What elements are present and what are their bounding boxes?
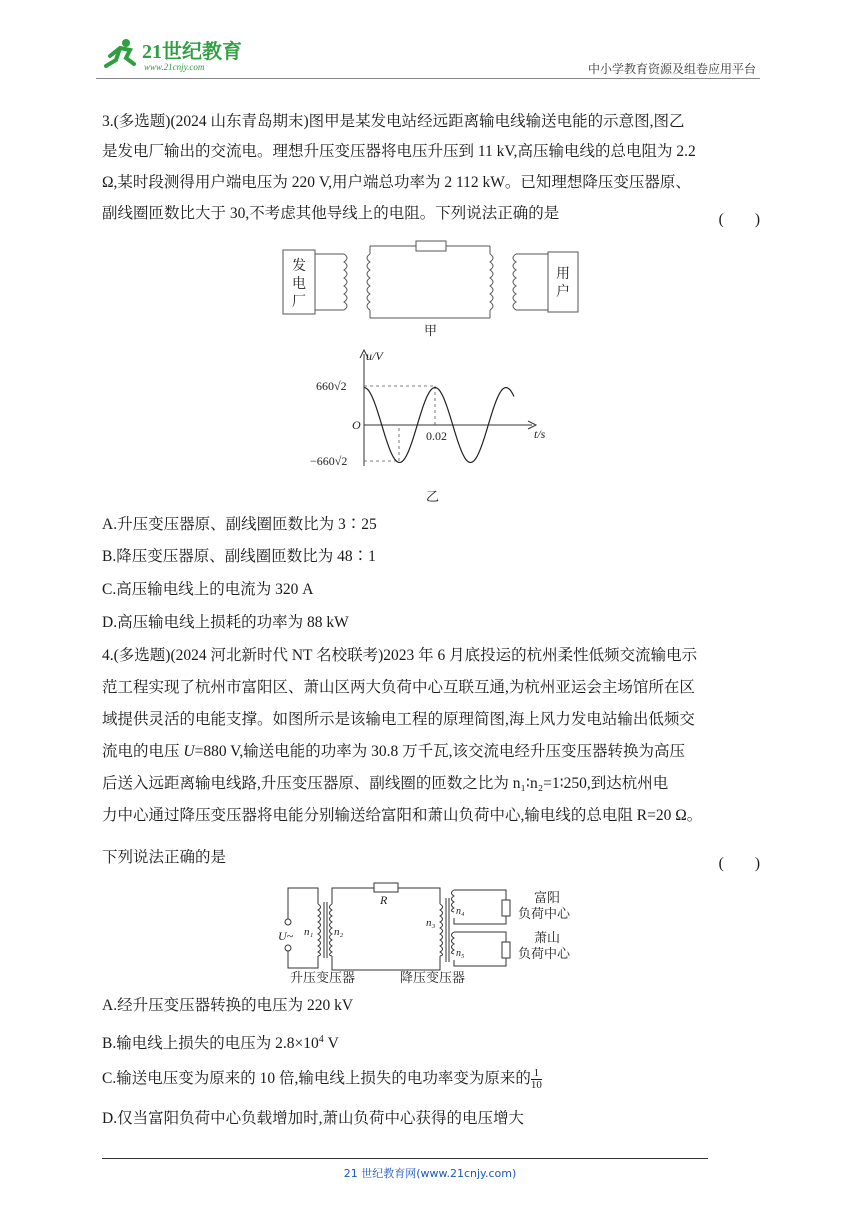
plant-label-2: 电: [292, 277, 306, 292]
n3-label: n₃: [426, 917, 436, 929]
footer-divider: [102, 1158, 708, 1159]
q3-option-d: D.高压输电线上损耗的功率为 88 kW: [102, 614, 349, 631]
user-label-2: 户: [556, 285, 570, 300]
resistor-label: R: [380, 893, 388, 907]
n1-label: n₁: [304, 926, 314, 938]
logo-text: 21世纪教育: [142, 41, 242, 63]
q3-answer-paren: ( ): [718, 211, 760, 228]
q4-option-a: A.经升压变压器转换的电压为 220 kV: [102, 997, 354, 1014]
q4-line-3: 域提供灵活的电能支撑。如图所示是该输电工程的原理简图,海上风力发电站输出低频交: [102, 711, 695, 728]
origin-label: O: [352, 418, 361, 432]
q3-line-2: 是发电厂输出的交流电。理想升压变压器将电压升压到 11 kV,高压输电线的总电阻为 2.2: [102, 143, 696, 160]
q4-line-7: 下列说法正确的是: [102, 849, 227, 866]
q3-line-3: Ω,某时段测得用户端电压为 220 V,用户端总功率为 2 112 kW。已知理想降压变压器原、: [102, 174, 691, 191]
plant-label-1: 发: [292, 259, 306, 274]
x-tick-label: 0.02: [426, 429, 447, 443]
load2-line2: 负荷中心: [518, 946, 571, 961]
q3-option-b: B.降压变压器原、副线圈匝数比为 48∶1: [102, 548, 376, 565]
x-axis-label: t/s: [534, 427, 546, 441]
n4-label: n₄: [456, 906, 465, 917]
footer-link[interactable]: 21 世纪教育网(www.21cnjy.com): [343, 1167, 517, 1180]
logo-url: www.21cnjy.com: [144, 62, 205, 72]
q3-line-4: 副线圈匝数比大于 30,不考虑其他导线上的电阻。下列说法正确的是: [102, 205, 560, 222]
header-divider: [96, 78, 760, 79]
load1-line1: 富阳: [534, 890, 561, 905]
q4-option-d: D.仅当富阳负荷中心负载增加时,萧山负荷中心获得的电压增大: [102, 1110, 524, 1127]
n5-label: n₅: [456, 948, 465, 959]
q4-option-b: B.输电线上损失的电压为 $2.8\times 10^4$ V: [102, 1034, 339, 1053]
step-down-label: 降压变压器: [400, 970, 466, 984]
y-axis-label: u/V: [366, 349, 383, 363]
q4-line-6: 力中心通过降压变压器将电能分别输送给富阳和萧山负荷中心,输电线的总电阻 R=20 Ω。: [102, 807, 703, 824]
q3-line-1: 3.(多选题)(2024 山东青岛期末)图甲是某发电站经远距离输电线输送电能的示意图,图乙: [102, 113, 685, 130]
plant-label-3: 厂: [292, 295, 306, 310]
user-label-1: 用: [556, 267, 570, 282]
runner-icon: [106, 39, 134, 66]
figure-caption-jia: 甲: [424, 323, 438, 338]
q4-option-c: C.输送电压变为原来的 10 倍,输电线上损失的电功率变为原来的 $\frac{1}{10}$: [102, 1067, 542, 1091]
fraction-one-tenth: $\frac{1}{10}$: [530, 1067, 542, 1091]
y-min-label: −660√2: [310, 454, 348, 468]
brand-logo: [96, 34, 256, 74]
q3-option-a: A.升压变压器原、副线圈匝数比为 3∶25: [102, 516, 377, 533]
n2-label: n₂: [334, 926, 344, 938]
load2-line1: 萧山: [534, 930, 561, 945]
figure-caption-yi: 乙: [426, 489, 440, 504]
q4-answer-paren: ( ): [718, 855, 760, 872]
q4-line-1: 4.(多选题)(2024 河北新时代 NT 名校联考)2023 年 6 月底投运的杭州柔性低频交流输电示: [102, 647, 698, 664]
platform-name: 中小学教育资源及组卷应用平台: [587, 62, 756, 76]
q3-option-c: C.高压输电线上的电流为 320 A: [102, 581, 314, 598]
q4-line-5: 后送入远距离输电线路,升压变压器原、副线圈的匝数之比为 n₁∶n₂=1∶250,到达杭州电: [102, 775, 669, 792]
q4-line-2: 范工程实现了杭州市富阳区、萧山区两大负荷中心互联互通,为杭州亚运会主场馆所在区: [102, 679, 695, 696]
q4-line-4: 流电的电压 U=880 V,输送电能的功率为 30.8 万千瓦,该交流电经升压变压器转换为高压: [102, 743, 686, 760]
source-label: U~: [278, 929, 294, 943]
step-up-label: 升压变压器: [290, 970, 356, 984]
figure-circuit-diagram: [276, 878, 596, 984]
y-max-label: 660√2: [316, 379, 347, 393]
figure-ac-waveform: [300, 348, 560, 474]
load1-line2: 负荷中心: [518, 906, 571, 921]
